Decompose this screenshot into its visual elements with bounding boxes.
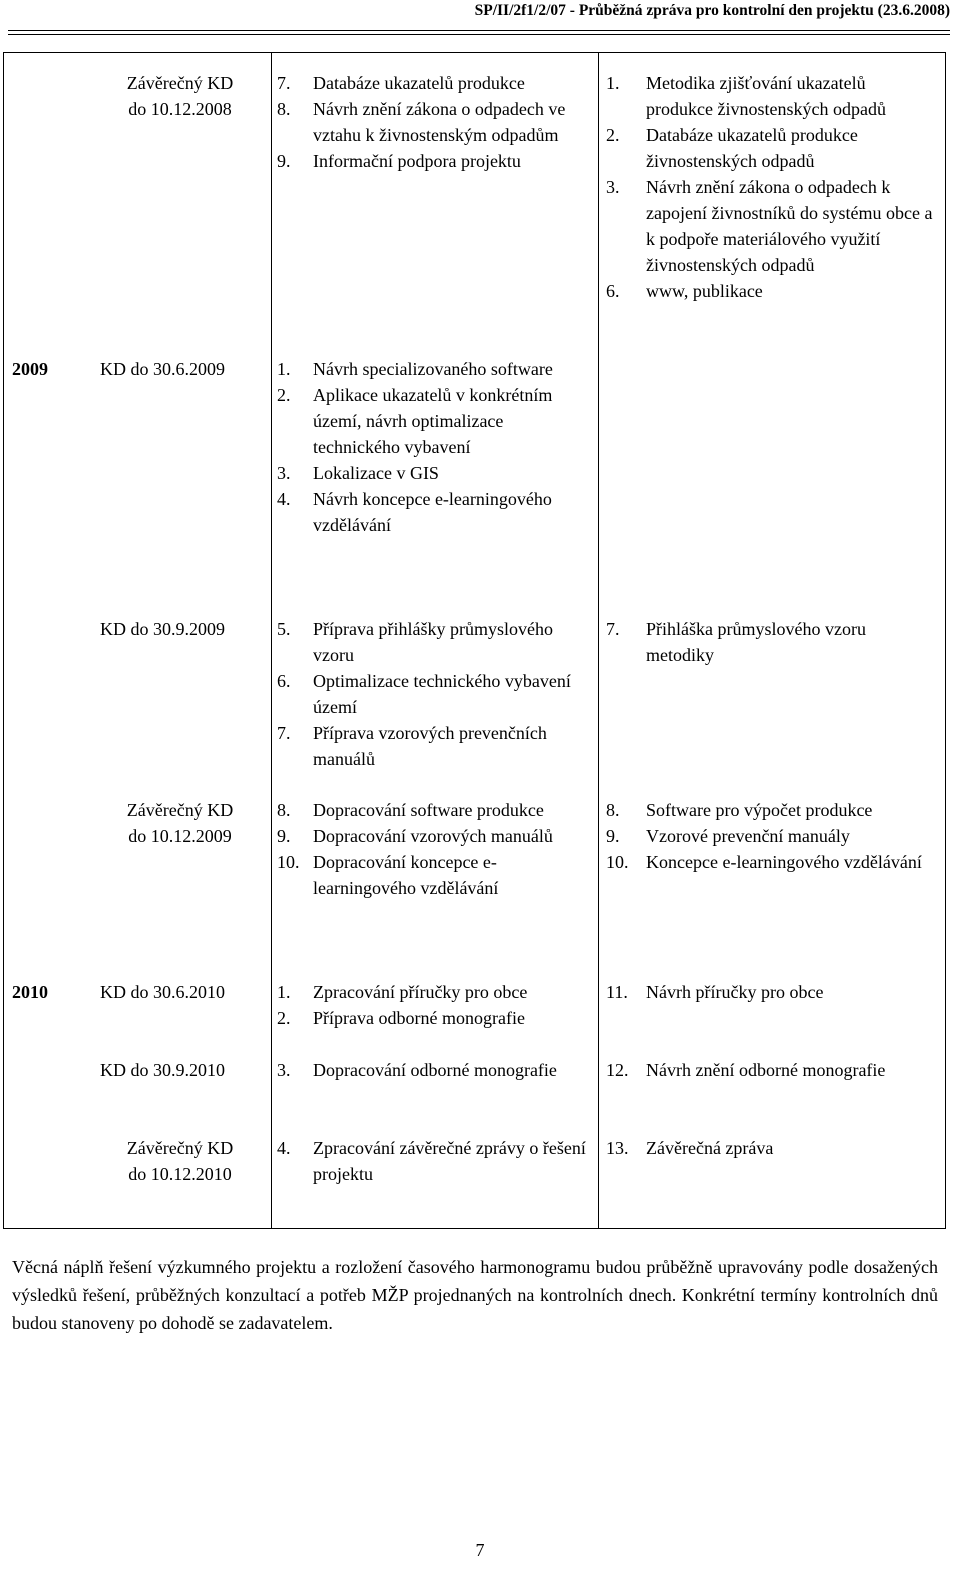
outputs-list [606, 616, 936, 668]
item-number: 8. [277, 800, 291, 820]
year-cell: 2009 [12, 359, 48, 379]
item-number: 12. [606, 1060, 629, 1080]
list-item [277, 148, 589, 174]
milestone-cell: KD do 30.9.2009 [100, 619, 225, 639]
list-item [606, 1057, 936, 1083]
outputs-cell [606, 70, 936, 304]
list-item [277, 486, 589, 538]
item-number: 2. [606, 125, 620, 145]
activities-cell [277, 1057, 589, 1083]
list-item [606, 979, 936, 1005]
page-header: SP/II/2f1/2/07 - Průběžná zpráva pro kontrolní den projektu (23.6.2008) [474, 2, 950, 19]
list-item [277, 1057, 589, 1083]
item-text: Dopracování software produkce [313, 800, 544, 820]
item-number: 8. [606, 800, 620, 820]
page-number: 7 [475, 1540, 485, 1560]
activities-cell [277, 356, 589, 538]
item-text: Metodika zjišťování ukazatelů produkce živnostenských odpadů [646, 73, 886, 119]
item-text: Návrh znění zákona o odpadech ve vztahu k živnostenským odpadům [313, 99, 566, 145]
milestone-cell: Závěrečný KD do 10.12.2009 [126, 800, 234, 846]
column-divider-outputs [598, 52, 599, 1229]
list-item [277, 356, 589, 382]
milestone-cell: KD do 30.6.2009 [100, 359, 225, 379]
item-text: Návrh specializovaného software [313, 359, 553, 379]
outputs-list [606, 1135, 936, 1161]
item-text: Zpracování příručky pro obce [313, 982, 528, 1002]
list-item [277, 70, 589, 96]
item-text: Databáze ukazatelů produkce živnostenských odpadů [646, 125, 858, 171]
outputs-list [606, 797, 936, 875]
activities-cell [277, 797, 589, 901]
item-number: 1. [277, 359, 291, 379]
list-item [277, 616, 589, 668]
item-text: Návrh příručky pro obce [646, 982, 824, 1002]
item-text: Aplikace ukazatelů v konkrétním území, návrh optimalizace technického vybavení [313, 385, 553, 457]
activities-cell [277, 1135, 589, 1187]
item-text: Dopracování odborné monografie [313, 1060, 557, 1080]
list-item [277, 382, 589, 460]
list-item [277, 823, 589, 849]
outputs-list [606, 979, 936, 1005]
item-text: Návrh koncepce e-learningového vzdělávání [313, 489, 552, 535]
column-divider-activities [271, 52, 272, 1229]
item-text: Závěrečná zpráva [646, 1138, 774, 1158]
item-text: Dopracování koncepce e-learningového vzdělávání [313, 852, 499, 898]
item-text: Zpracování závěrečné zprávy o řešení projektu [313, 1138, 586, 1184]
item-text: Návrh znění zákona o odpadech k zapojení živnostníků do systému obce a k podpoře materiálového využití živnostenských odpadů [646, 177, 933, 275]
list-item [606, 849, 936, 875]
year-cell: 2010 [12, 982, 48, 1002]
outputs-list [606, 70, 936, 304]
item-number: 11. [606, 982, 628, 1002]
activities-cell [277, 616, 589, 772]
activities-cell [277, 70, 589, 174]
list-item [277, 460, 589, 486]
item-text: www, publikace [646, 281, 763, 301]
milestone-cell: KD do 30.6.2010 [100, 982, 225, 1002]
item-number: 2. [277, 385, 291, 405]
item-text: Příprava přihlášky průmyslového vzoru [313, 619, 553, 665]
header-rule-top [8, 30, 950, 31]
list-item [277, 668, 589, 720]
activities-cell [277, 979, 589, 1031]
list-item [606, 122, 936, 174]
item-number: 9. [277, 826, 291, 846]
item-number: 10. [277, 852, 300, 872]
activities-list [277, 70, 589, 174]
header-rule-bottom [8, 34, 950, 35]
item-number: 8. [277, 99, 291, 119]
item-number: 1. [606, 73, 620, 93]
item-text: Přihláška průmyslového vzoru metodiky [646, 619, 866, 665]
list-item [277, 1005, 589, 1031]
item-number: 10. [606, 852, 629, 872]
body-paragraph: Věcná náplň řešení výzkumného projektu a rozložení časového harmonogramu budou průběžně upravovány podle dosažených výsledků řešení, průběžných konzultací a potřeb MŽP projednaných na kontrolních dnech. Konkrétní termíny kontrolních dnů budou stanoveny po dohodě se zadavatelem. [12, 1257, 938, 1333]
item-text: Informační podpora projektu [313, 151, 521, 171]
outputs-cell [606, 1135, 936, 1161]
list-item [277, 979, 589, 1005]
item-number: 9. [606, 826, 620, 846]
list-item [606, 616, 936, 668]
list-item [277, 797, 589, 823]
item-number: 13. [606, 1138, 629, 1158]
item-text: Koncepce e-learningového vzdělávání [646, 852, 922, 872]
item-number: 7. [277, 73, 291, 93]
list-item [277, 96, 589, 148]
item-text: Lokalizace v GIS [313, 463, 439, 483]
milestone-cell: Závěrečný KD do 10.12.2008 [126, 73, 234, 119]
list-item [277, 849, 589, 901]
item-number: 3. [606, 177, 620, 197]
item-number: 6. [606, 281, 620, 301]
list-item [606, 278, 936, 304]
list-item [277, 720, 589, 772]
outputs-cell [606, 1057, 936, 1083]
activities-list [277, 1135, 589, 1187]
activities-list [277, 1057, 589, 1083]
item-number: 2. [277, 1008, 291, 1028]
item-number: 4. [277, 1138, 291, 1158]
activities-list [277, 979, 589, 1031]
milestone-cell: KD do 30.9.2010 [100, 1060, 225, 1080]
activities-list [277, 356, 589, 538]
activities-list [277, 616, 589, 772]
list-item [277, 1135, 589, 1187]
item-text: Vzorové prevenční manuály [646, 826, 850, 846]
item-number: 5. [277, 619, 291, 639]
item-text: Příprava odborné monografie [313, 1008, 525, 1028]
outputs-list [606, 1057, 936, 1083]
list-item [606, 70, 936, 122]
list-item [606, 797, 936, 823]
item-number: 7. [606, 619, 620, 639]
list-item [606, 174, 936, 278]
list-item [606, 823, 936, 849]
item-text: Software pro výpočet produkce [646, 800, 873, 820]
item-text: Návrh znění odborné monografie [646, 1060, 886, 1080]
item-number: 7. [277, 723, 291, 743]
outputs-cell [606, 616, 936, 668]
item-text: Optimalizace technického vybavení území [313, 671, 571, 717]
outputs-cell [606, 797, 936, 875]
activities-list [277, 797, 589, 901]
list-item [606, 1135, 936, 1161]
item-number: 3. [277, 463, 291, 483]
item-text: Databáze ukazatelů produkce [313, 73, 525, 93]
milestone-cell: Závěrečný KD do 10.12.2010 [126, 1138, 234, 1184]
item-number: 3. [277, 1060, 291, 1080]
item-number: 1. [277, 982, 291, 1002]
item-number: 6. [277, 671, 291, 691]
item-text: Dopracování vzorových manuálů [313, 826, 553, 846]
outputs-cell [606, 979, 936, 1005]
item-number: 9. [277, 151, 291, 171]
item-text: Příprava vzorových prevenčních manuálů [313, 723, 547, 769]
item-number: 4. [277, 489, 291, 509]
